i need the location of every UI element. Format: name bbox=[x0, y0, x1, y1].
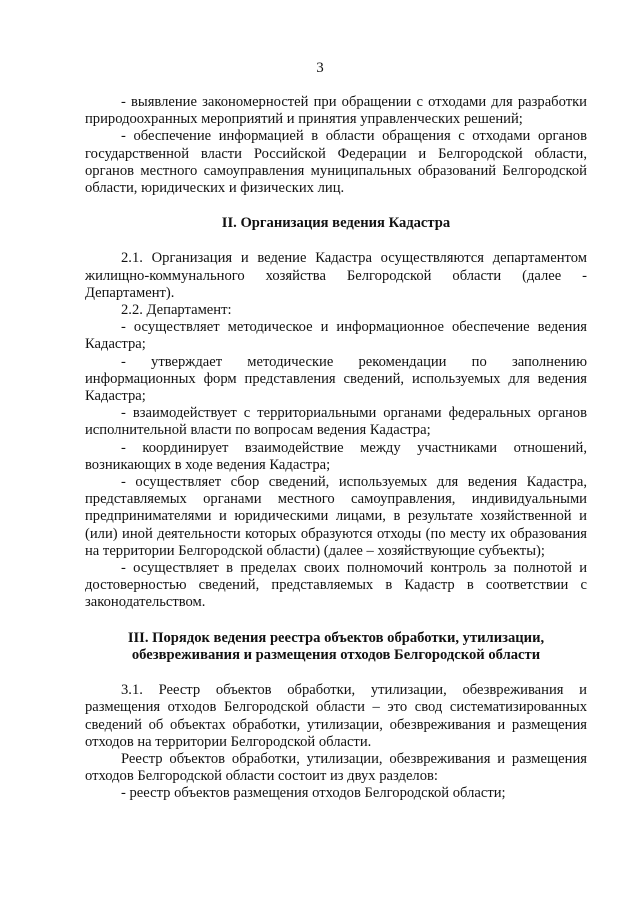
paragraph-4: 2.2. Департамент: bbox=[121, 302, 232, 319]
paragraph-13: - реестр объектов размещения отходов Белгородской области; bbox=[121, 785, 506, 802]
paragraph-5: - осуществляет методическое и информационное обеспечение ведения Кадастра; bbox=[85, 319, 587, 353]
paragraph-11: 3.1. Реестр объектов обработки, утилизации, обезвреживания и размещения отходов Белгородской области – это свод систематизированных сведений об объектах обработки, утилизации, обезвреживания и размещения отходов на территории Белгородской области. bbox=[85, 682, 587, 750]
paragraph-8: - координирует взаимодействие между участниками отношений, возникающих в ходе ведения Кадастра; bbox=[85, 439, 587, 473]
paragraph-7: - взаимодействует с территориальными органами федеральных органов исполнительной власти по вопросам ведения Кадастра; bbox=[85, 405, 587, 439]
document-body bbox=[85, 94, 587, 803]
page-number: 3 bbox=[316, 60, 324, 76]
paragraph-9: - осуществляет сбор сведений, используемых для ведения Кадастра, представляемых органами местного самоуправления, индивидуальными предпринимателями и юридическими лицами, в результате хозяйственной и (или) иной деятельности которых образуются отходы (по месту их образования на территории Белгородской области) (далее – хозяйствующие субъекты); bbox=[85, 474, 587, 559]
spacer bbox=[85, 232, 587, 250]
paragraph-2: - обеспечение информацией в области обращения с отходами органов государственной власти Российской Федерации и Белгородской области, органов местного самоуправления муниципальных образований Белгородской области, юридических и физических лиц. bbox=[85, 128, 587, 197]
section-3-heading-line-2: обезвреживания и размещения отходов Белгородской области bbox=[131, 646, 541, 663]
spacer bbox=[85, 197, 587, 215]
spacer bbox=[85, 612, 587, 630]
section-2-heading: II. Организация ведения Кадастра bbox=[221, 215, 451, 232]
paragraph-6: - утверждает методические рекомендации по заполнению информационных форм представления сведений, используемых для ведения Кадастра; bbox=[85, 353, 587, 405]
section-3-heading bbox=[85, 630, 587, 664]
paragraph-3: 2.1. Организация и ведение Кадастра осуществляются департаментом жилищно-коммунального хозяйства Белгородской области (далее - Департамент). bbox=[85, 250, 587, 301]
section-3-heading-line-1: III. Порядок ведения реестра объектов обработки, утилизации, bbox=[127, 629, 545, 646]
paragraph-1: - выявление закономерностей при обращении с отходами для разработки природоохранных мероприятий и принятия управленческих решений; bbox=[85, 94, 587, 128]
paragraph-10: - осуществляет в пределах своих полномочий контроль за полнотой и достоверностью сведений, представляемых в Кадастр в соответствии с законодательством. bbox=[85, 560, 587, 611]
spacer bbox=[85, 664, 587, 682]
paragraph-12: Реестр объектов обработки, утилизации, обезвреживания и размещения отходов Белгородской области состоит из двух разделов: bbox=[85, 750, 587, 785]
